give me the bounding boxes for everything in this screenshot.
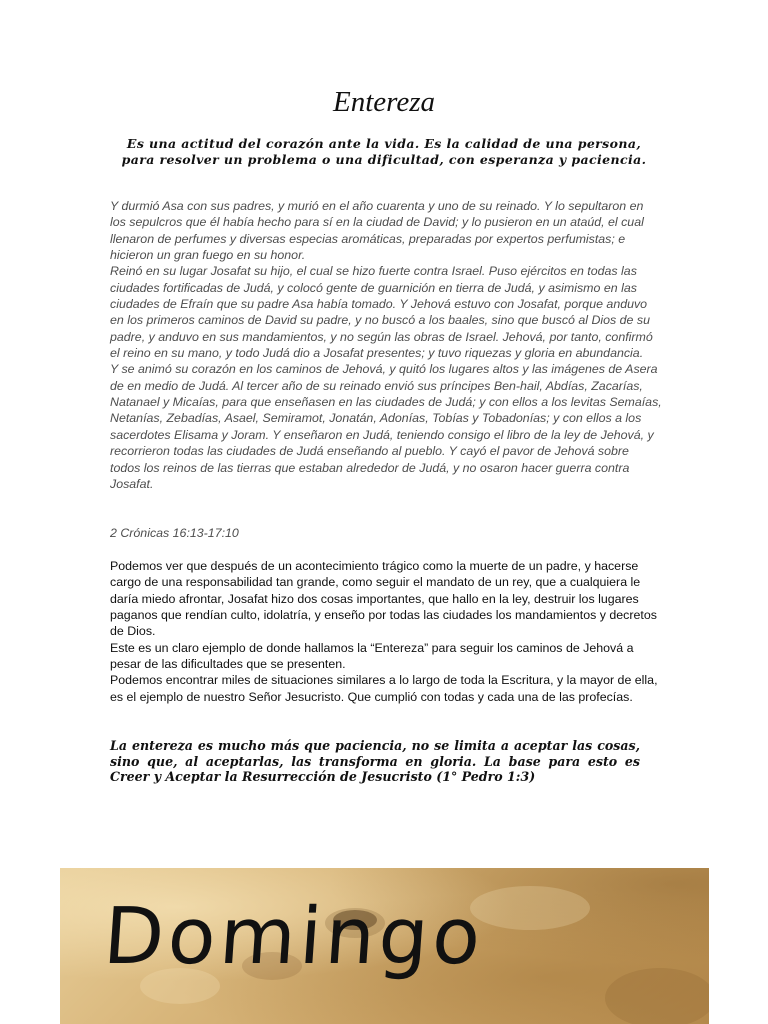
scripture-paragraph: Y durmió Asa con sus padres, y murió en el año cuarenta y uno de su reinado. Y lo sepultaron en los sepulcros que él había hecho para sí en la ciudad de David; y lo pusieron en un ataúd, el cual llenaron de perfumes y diversas especias aromáticas, preparadas por expertos perfumistas; e hicieron un gran fuego en su honor. (110, 199, 644, 263)
scripture-reference: 2 Crónicas 16:13-17:10 (110, 526, 239, 540)
banner-word: Domingo (100, 892, 488, 982)
sand-banner (60, 868, 709, 1024)
conclusion-text: La entereza es mucho más que paciencia, no se limita a aceptar las cosas, sino que, al aceptarlas, las transforma en gloria. La base para esto es Creer y Aceptar la Resurrección de Jesucristo (1° Pedro 1:3) (110, 738, 640, 784)
reflection-paragraph: Podemos encontrar miles de situaciones similares a lo largo de toda la Escritura, y la mayor de ella, es el ejemplo de nuestro Señor Jesucristo. Que cumplió con todas y cada una de las profecías. (110, 673, 658, 704)
scripture-paragraph: Y se animó su corazón en los caminos de Jehová, y quitó los lugares altos y las imágenes de Asera de en medio de Judá. Al tercer año de su reinado envió sus príncipes Ben-hail, Abdías, Zacarías, Natanael y Micaías, para que enseñasen en las ciudades de Judá; y con ellos a los levitas Semaías, Netanías, Zebadías, Asael, Semiramot, Jonatán, Adonías, Tobías y Tobadonías; y con ellos a los sacerdotes Elisama y Joram. Y enseñaron en Judá, teniendo consigo el libro de la ley de Jehová, y recorrieron todas las ciudades de Judá enseñando al pueblo. Y cayó el pavor de Jehová sobre todos los reinos de las tierras que estaban alrededor de Judá, y no osaron hacer guerra contra Josafat. (110, 362, 662, 491)
reflection-paragraph: Podemos ver que después de un acontecimiento trágico como la muerte de un padre, y hacerse cargo de una responsabilidad tan grande, como seguir el mandato de un rey, que a cualquiera le daría miedo afrontar, Josafat hizo dos cosas importantes, que hallo en la ley, destruir los lugares paganos que rendían culto, idolatría, y enseño por todas las ciudades los mandamientos y decretos de Dios. (110, 559, 657, 639)
scripture-paragraph: Reinó en su lugar Josafat su hijo, el cual se hizo fuerte contra Israel. Puso ejércitos en todas las ciudades fortificadas de Judá, y colocó gente de guarnición en tierra de Judá, y asimismo en las ciudades de Efraín que su padre Asa había tomado. Y Jehová estuvo con Josafat, porque anduvo en los primeros caminos de David su padre, y no buscó a los baales, sino que buscó al Dios de su padre, y anduvo en sus mandamientos, y no según las obras de Israel. Jehová, por tanto, confirmó el reino en su mano, y todo Judá dio a Josafat presentes; y tuvo riquezas y gloria en abundancia. (110, 264, 653, 361)
scripture-passage (110, 198, 662, 492)
reflection-text (110, 558, 662, 705)
page-title: Entereza (332, 86, 435, 118)
reflection-paragraph: Este es un claro ejemplo de donde hallamos la “Entereza” para seguir los caminos de Jehová a pesar de las dificultades que se presenten. (110, 640, 634, 672)
subtitle: Es una actitud del corazón ante la vida. Es la calidad de una persona, para resolver un problema o una dificultad, con esperanza y paciencia. (121, 136, 647, 167)
